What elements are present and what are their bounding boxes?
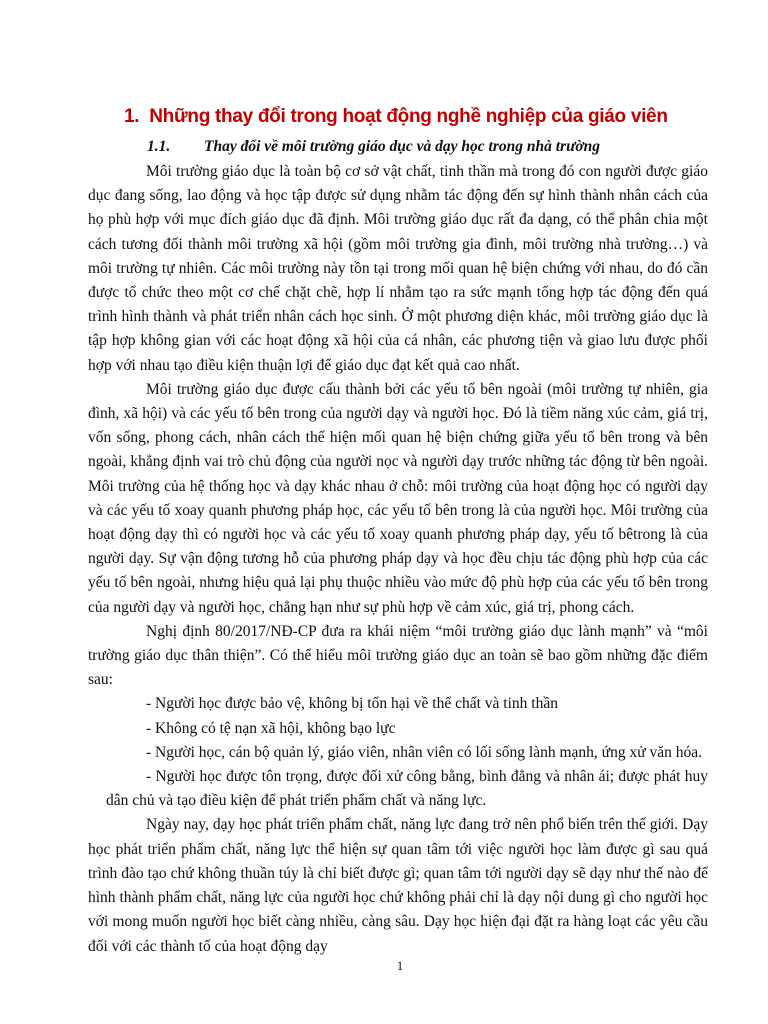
subsection-heading-number: 1.1. xyxy=(147,138,171,155)
paragraph-competency-teaching: Ngày nay, dạy học phát triển phẩm chất, năng lực đang trở nên phổ biến trên thế giới. Dạy học phát triển phẩm chất, năng lực thể hiện sự quan tâm tới việc người học làm được gì sau quá trình đào tạo chứ không thuần túy là chỉ biết được gì; quan tâm tới người dạy sẽ dạy như thế nào để hình thành phẩm chất, năng lực của người học chứ không phải chỉ là dạy nội dung gì cho người học với mong muốn người học biết càng nhiều, càng sâu. Dạy học hiện đại đặt ra hàng loạt các yêu cầu đối với các thành tố của hoạt động dạy xyxy=(88,816,708,955)
subsection-heading-text: Thay đổi về môi trường giáo dục và dạy học trong nhà trường xyxy=(204,138,601,155)
subsection-heading xyxy=(147,138,707,156)
bullet-item: - Không có tệ nạn xã hội, không bạo lực xyxy=(146,719,396,737)
paragraph-environment-components: Môi trường giáo dục được cấu thành bởi các yếu tố bên ngoài (môi trường tự nhiên, gia đình, xã hội) và các yếu tố bên trong của người dạy và người học. Đó là tiềm năng xúc cảm, giá trị, vốn sống, phong cách, nhân cách thể hiện mối quan hệ biện chứng giữa yếu tố bên trong và bên ngoài, khẳng định vai trò chủ động của người nọc và người dạy trước những tác động từ bên ngoài. Môi trường của hệ thống học và dạy khác nhau ở chỗ: môi trường của hoạt động học có người dạy và các yếu tố xoay quanh phương pháp học, các yếu tố bên trong là của người học. Môi trường của hoạt động dạy thì có người học và các yếu tố xoay quanh phương pháp dạy, yếu tố bêtrong là của người dạy. Sự vận động tương hỗ của phương pháp dạy và học đều chịu tác động phù hợp của các yếu tố bên ngoài, nhưng hiệu quả lại phụ thuộc nhiều vào mức độ phù hợp của các yếu tố bên trong của người dạy và người học, chẳng hạn như sự phù hợp về cảm xúc, giá trị, phong cách. xyxy=(88,380,708,616)
section-heading xyxy=(124,106,724,128)
page-number: 1 xyxy=(396,958,404,973)
section-heading-text: Những thay đổi trong hoạt động nghề nghiệp của giáo viên xyxy=(149,106,668,127)
bullet-item: - Người học, cán bộ quản lý, giáo viên, nhân viên có lối sống lành mạnh, ứng xử văn hóa. xyxy=(146,743,702,761)
document-body xyxy=(88,160,708,959)
bullet-item: - Người học được tôn trọng, được đối xử công bằng, bình đẳng và nhân ái; được phát huy dân chủ và tạo điều kiện để phát triển phẩm chất và năng lực. xyxy=(106,768,708,810)
section-heading-number: 1. xyxy=(124,106,140,127)
paragraph-decree: Nghị định 80/2017/NĐ-CP đưa ra khái niệm “môi trường giáo dục lành mạnh” và “môi trường giáo dục thân thiện”. Có thể hiểu môi trường giáo dục an toàn sẽ bao gồm những đặc điểm sau: xyxy=(88,622,708,689)
paragraph-environment-definition: Môi trường giáo dục là toàn bộ cơ sở vật chất, tinh thần mà trong đó con người được giáo dục đang sống, lao động và học tập được sử dụng nhằm tác động đến sự hình thành nhân cách của họ phù hợp với mục đích giáo dục đã định. Môi trường giáo dục rất đa dạng, có thể phân chia một cách tương đối thành môi trường xã hội (gồm môi trường gia đình, môi trường nhà trường…) và môi trường tự nhiên. Các môi trường này tồn tại trong mối quan hệ biện chứng với nhau, do đó cần được tổ chức theo một cơ chế chặt chẽ, hợp lí nhằm tạo ra sức mạnh tổng hợp tác động đến quá trình hình thành và phát triển nhân cách học sinh. Ở một phương diện khác, môi trường giáo dục là tập hợp không gian với các hoạt động xã hội của cá nhân, các phương tiện và giao lưu được phối hợp với nhau tạo điều kiện thuận lợi để giáo dục đạt kết quả cao nhất. xyxy=(88,163,708,374)
bullet-item: - Người học được bảo vệ, không bị tổn hại về thể chất và tinh thần xyxy=(146,695,558,713)
